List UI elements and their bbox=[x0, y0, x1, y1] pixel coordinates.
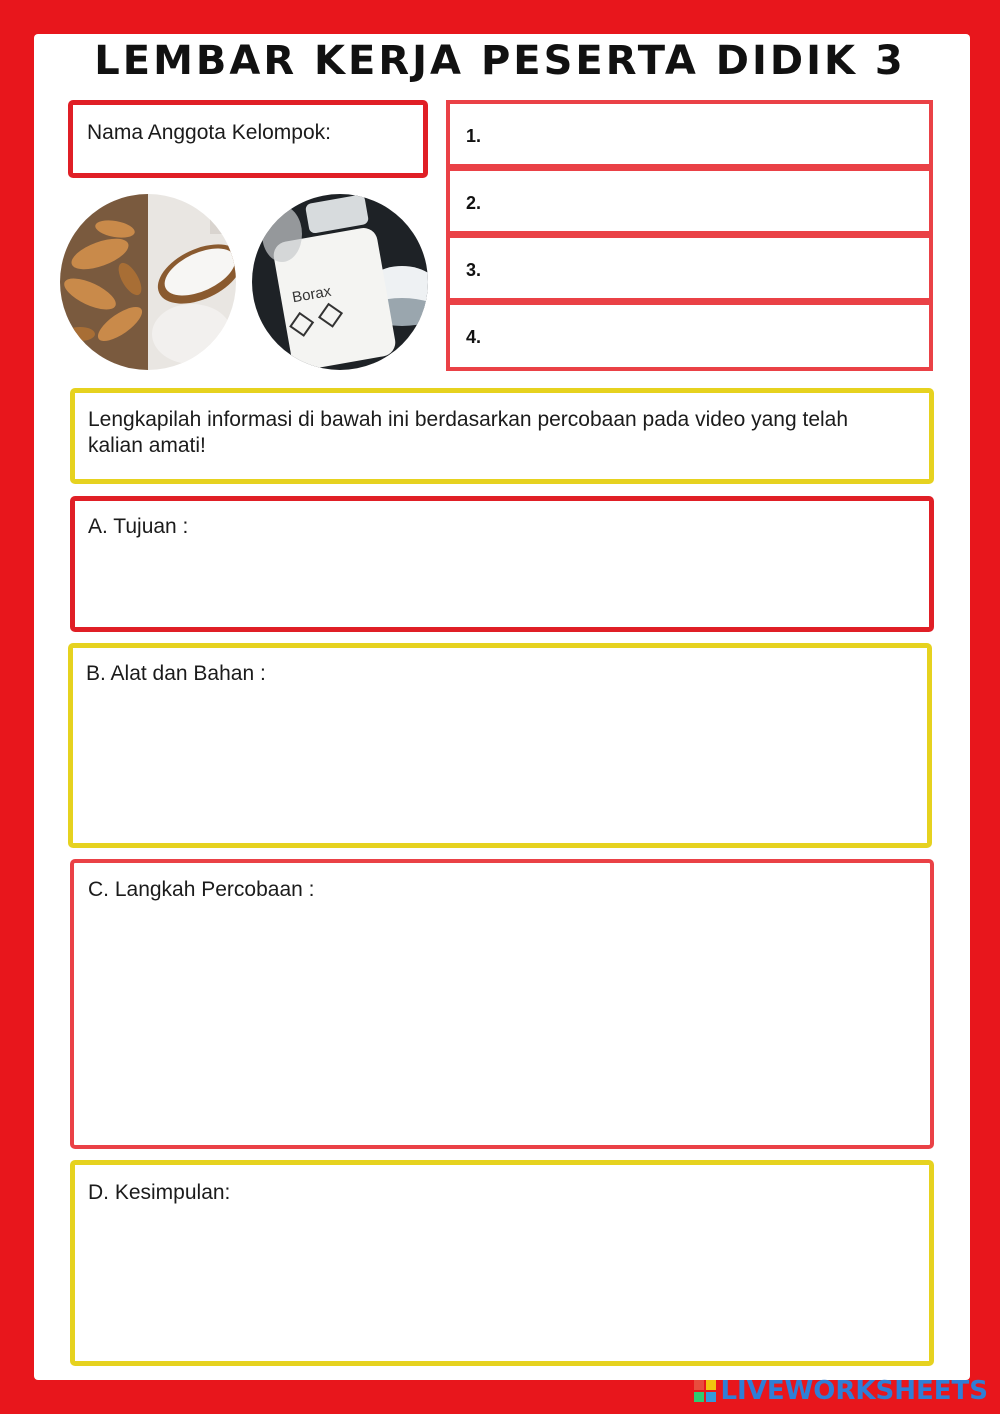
section-tujuan-label: A. Tujuan : bbox=[88, 515, 189, 538]
section-langkah-label: C. Langkah Percobaan : bbox=[88, 878, 315, 901]
member-number: 4. bbox=[466, 327, 482, 347]
section-kesimpulan-label: D. Kesimpulan: bbox=[88, 1181, 231, 1204]
group-label: Nama Anggota Kelompok: bbox=[87, 121, 331, 144]
member-number: 1. bbox=[466, 126, 482, 146]
member-field-4[interactable] bbox=[446, 301, 933, 371]
section-alat-bahan-label: B. Alat dan Bahan : bbox=[86, 662, 266, 685]
member-field-2[interactable] bbox=[446, 167, 933, 235]
liveworksheets-logo[interactable] bbox=[694, 1376, 988, 1406]
page-title: LEMBAR KERJA PESERTA DIDIK 3 bbox=[94, 38, 906, 84]
turmeric-salt-photo bbox=[60, 194, 236, 370]
section-tujuan[interactable] bbox=[70, 496, 934, 632]
section-langkah-percobaan[interactable] bbox=[70, 859, 934, 1149]
section-alat-bahan[interactable] bbox=[68, 643, 932, 848]
member-field-1[interactable] bbox=[446, 100, 933, 168]
borax-bottle-photo bbox=[252, 194, 428, 370]
instruction-box bbox=[70, 388, 934, 484]
group-label-box bbox=[68, 100, 428, 178]
instruction-text: Lengkapilah informasi di bawah ini berdasarkan percobaan pada video yang telah kalian amati! bbox=[88, 408, 849, 457]
member-field-3[interactable] bbox=[446, 234, 933, 302]
member-number: 3. bbox=[466, 260, 482, 280]
logo-mark-icon bbox=[694, 1380, 716, 1402]
bottle-label-text: Borax bbox=[290, 282, 333, 307]
section-kesimpulan[interactable] bbox=[70, 1160, 934, 1366]
member-number: 2. bbox=[466, 193, 482, 213]
logo-text: LIVEWORKSHEETS bbox=[720, 1376, 988, 1406]
